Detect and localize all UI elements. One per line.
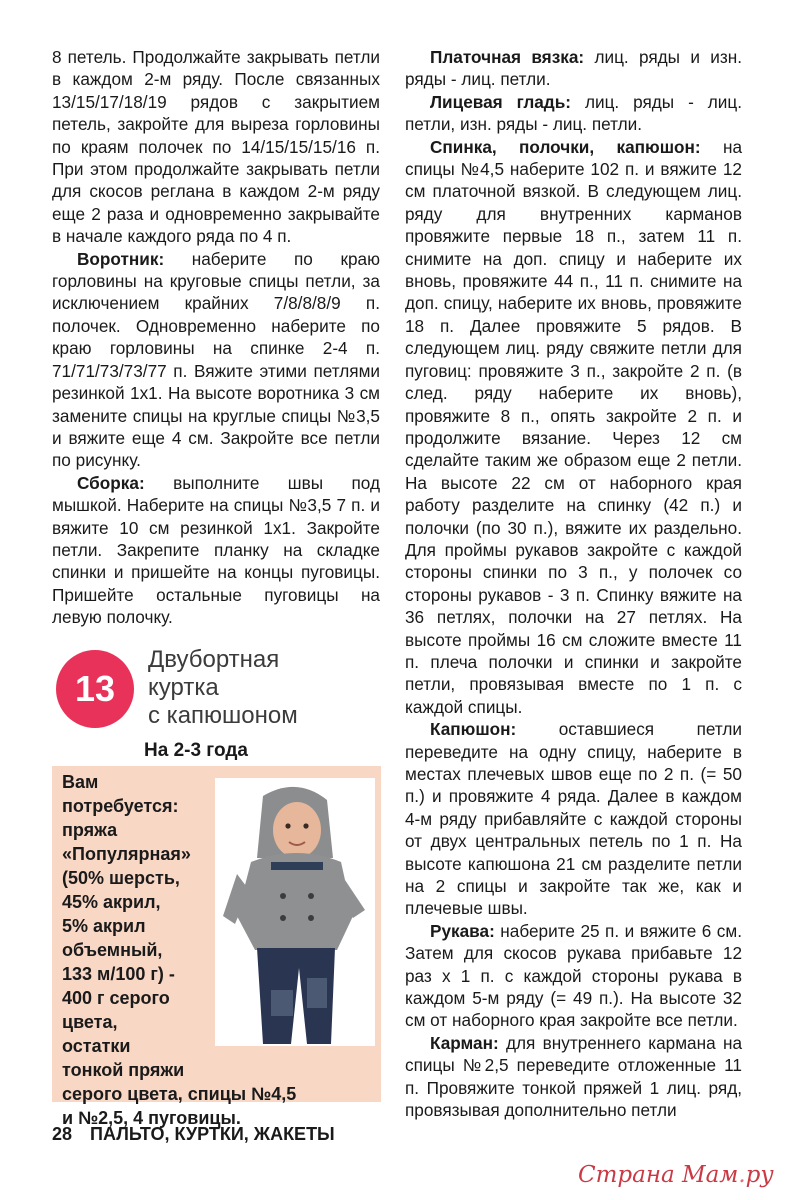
hood-heading: Капюшон:: [430, 719, 517, 740]
materials-line: Вам: [62, 772, 99, 792]
collar-heading: Воротник:: [77, 248, 165, 269]
pattern-number-badge: 13: [56, 650, 134, 728]
body-heading: Спинка, полочки, капюшон:: [430, 136, 701, 157]
materials-line: и №2,5, 4 пуговицы.: [62, 1108, 241, 1128]
age-label: На 2-3 года: [144, 740, 248, 761]
garter-heading: Платочная вязка:: [430, 47, 585, 67]
body-paragraph: Спинка, полочки, капюшон: на спицы №4,5 наберите 102 п. и вяжите 12 см платочной вязкой. В следующем лиц. ряду для внутренних карманов провяжите первые 18 п., затем 11 п. снимите на доп. спицу и наберите их вновь, провяжите 44 п., 11 п. снимите на доп. спицу, наберите их вновь, провяжите 18 п. Далее провяжите 5 рядов. В следующем лиц. ряду свяжите петли для пуговиц: провяжите 3 п., закройте 2 п. (в след. ряду наберите их вновь), провяжите 8 п., опять закройте 2 п. и продолжите вязание. Через 12 см сделайте таким же образом еще 2 петли. На высоте 22 см от наборного края работу разделите на спинку (42 п.) и полочки (по 30 п.), вяжите их раздельно. Для проймы рукавов закройте с каждой стороны спинки по 3 п., у полочек со стороны рукавов - 3 п. Спинку вяжите на 36 петлях, полочки на 27 петлях. На высоте проймы 16 см сложите вместе 11 п. плеча полочки и спинки и закройте петли, провязывая вместе по 1 п. с каждой спицы.: [405, 136, 743, 717]
pattern-title: [148, 646, 298, 730]
materials-line: тонкой пряжи: [62, 1060, 185, 1080]
materials-line: (50% шерсть,: [62, 868, 180, 888]
materials-line: потребуется:: [62, 796, 179, 816]
left-column: [52, 46, 380, 629]
collar-paragraph: Воротник: наберите по краю горловины на круговые спицы петли, за исключением крайних 7/8/8/8/9 п. полочек. Одновременно наберите по краю горловины на спинке 2-4 п. 71/71/73/73/77 п. Вяжите этими петлями резинкой 1х1. На высоте воротника 3 см замените спицы на круглые спицы №3,5 и вяжите еще 4 см. Закройте все петли по рисунку.: [52, 248, 380, 471]
garter-paragraph: Платочная вязка: лиц. ряды и изн. ряды - лиц. петли.: [405, 47, 742, 90]
materials-line: 133 м/100 г) -: [62, 964, 175, 984]
materials-line: «Популярная»: [62, 844, 191, 864]
stockinette-paragraph: Лицевая гладь: лиц. ряды - лиц. петли, изн. ряды - лиц. петли.: [405, 91, 742, 135]
assembly-paragraph: Сборка: выполните швы под мышкой. Наберите на спицы №3,5 7 п. и вяжите 10 см резинкой 1х1. Закройте петли. Закрепите планку на складке спинки и пришейте на концы пуговицы. Пришейте остальные пуговицы на левую полочку.: [52, 472, 380, 628]
section-title: ПАЛЬТО, КУРТКИ, ЖАКЕТЫ: [90, 1124, 335, 1144]
title-line-1: Двубортная: [148, 646, 280, 673]
sleeves-heading: Рукава:: [430, 920, 495, 941]
hood-paragraph: Капюшон: оставшиеся петли переведите на одну спицу, наберите в местах плечевых швов еще по 2 п. (= 50 п.) и провяжите 4 ряда. Далее в каждом 4-м ряду прибавляйте с каждой стороны от двух центральных петель по 1 п. На высоте капюшона 21 см разделите петли на 2 спицы и закройте так же, как и плечевые швы.: [405, 719, 742, 919]
watermark-dot: .: [738, 1162, 746, 1188]
title-line-2: куртка: [148, 674, 219, 701]
materials-line: объемный,: [62, 940, 163, 960]
intro-paragraph: 8 петель. Продолжайте закрывать петли в каждом 2-м ряду. После связанных 13/15/17/18/19 рядов с закрытием петель, закройте для выреза горловины по краям полочек по 14/15/15/15/16 п. При этом продолжайте закрывать петли для скосов реглана в каждом 2-м ряду еще 2 раза и одновременно закрывайте в начале каждого ряда по 4 п.: [52, 47, 380, 247]
sleeves-paragraph: Рукава: наберите 25 п. и вяжите 6 см. Затем для скосов рукава прибавьте 12 раз х 1 п. с каждой стороны рукава в каждом 5-м ряду (= 49 п.). На высоте 32 см от наборного края закройте все петли.: [405, 920, 742, 1031]
materials-line: серого цвета, спицы №4,5: [62, 1084, 297, 1104]
materials-line: пряжа: [62, 820, 118, 840]
materials-line: 45% акрил,: [62, 892, 161, 912]
materials-line: 400 г серого: [62, 988, 170, 1008]
pocket-heading: Карман:: [430, 1032, 499, 1053]
site-watermark: [578, 1162, 774, 1188]
title-line-3: с капюшоном: [148, 702, 298, 729]
pocket-paragraph: Карман: для внутреннего кармана на спицы №2,5 переведите отложенные 11 п. Провяжите тонкой пряжей 1 лиц. ряд, провязывая дополнительно петли: [405, 1032, 742, 1121]
page-number: 28: [52, 1124, 73, 1144]
stockinette-heading: Лицевая гладь:: [430, 91, 572, 112]
materials-line: остатки: [62, 1036, 131, 1056]
materials-text: [62, 770, 372, 1130]
right-column: [405, 46, 742, 1122]
assembly-heading: Сборка:: [77, 472, 145, 493]
materials-line: 5% акрил: [62, 916, 146, 936]
watermark-text: Страна Мам: [578, 1162, 739, 1188]
materials-line: цвета,: [62, 1012, 118, 1032]
page-footer: [52, 1124, 353, 1145]
watermark-suffix: ру: [745, 1162, 774, 1188]
